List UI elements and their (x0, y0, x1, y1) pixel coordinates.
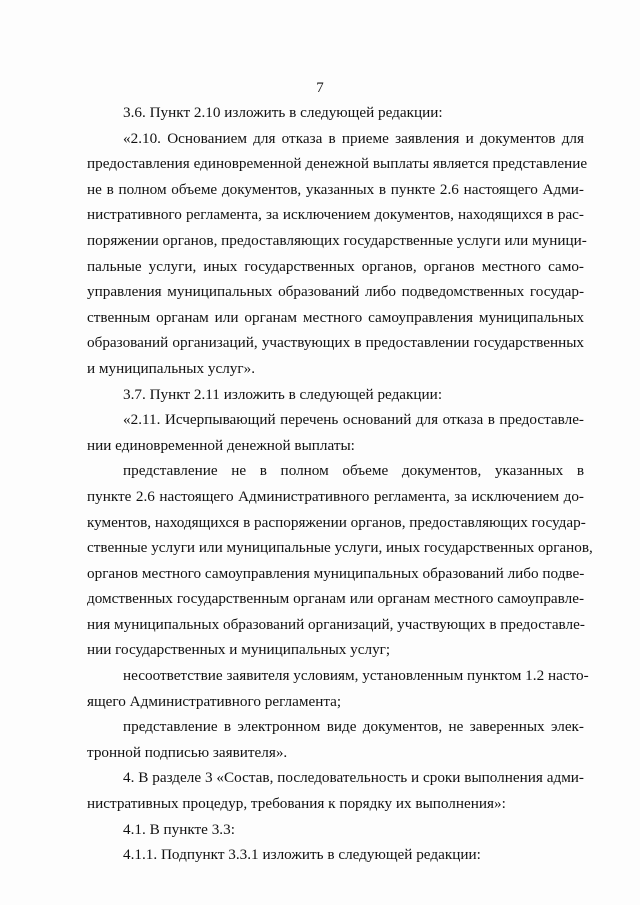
text-line: «2.10. Основанием для отказа в приеме заявления и документов для (123, 129, 584, 147)
text-line: нии государственных и муниципальных услуг; (87, 641, 391, 659)
text-line: «2.11. Исчерпывающий перечень оснований для отказа в предоставле- (123, 411, 584, 429)
text-line: поряжении органов, предоставляющих государственные услуги или муници- (87, 231, 587, 249)
text-line: 3.7. Пункт 2.11 изложить в следующей редакции: (123, 385, 443, 403)
text-line: нистративных процедур, требования к порядку их выполнения»: (87, 795, 506, 813)
text-line: 4. В разделе 3 «Состав, последовательность и сроки выполнения адми- (123, 769, 584, 787)
text-line: 3.6. Пункт 2.10 изложить в следующей редакции: (123, 104, 443, 121)
text-line: не в полном объеме документов, указанных в пункте 2.6 настоящего Адми- (87, 180, 584, 198)
text-line: несоответствие заявителя условиям, установленным пунктом 1.2 насто- (123, 667, 589, 685)
text-line: нии единовременной денежной выплаты: (87, 436, 355, 454)
text-line: ящего Административного регламента; (87, 692, 342, 710)
page-number: 7 (316, 80, 324, 96)
text-line: ственные услуги или муниципальные услуги, иных государственных органов, (87, 539, 593, 557)
text-line: управления муниципальных образований либо подведомственных государ- (87, 283, 584, 301)
text-line: представление не в полном объеме документов, указанных в (123, 462, 584, 480)
text-line: образований организаций, участвующих в предоставлении государственных (87, 334, 584, 352)
text-line: органов местного самоуправления муниципальных образований либо подве- (87, 564, 585, 582)
text-line: представление в электронном виде документов, не заверенных элек- (123, 718, 584, 736)
text-line: пальные услуги, иных государственных органов, органов местного само- (87, 257, 584, 275)
text-line: ственным органам или органам местного самоуправления муниципальных (87, 308, 584, 326)
text-line: нистративного регламента, за исключением документов, находящихся в рас- (87, 206, 584, 224)
text-line: пункте 2.6 настоящего Административного регламента, за исключением до- (87, 487, 584, 505)
document-body (87, 100, 593, 868)
text-line: и муниципальных услуг». (87, 359, 255, 377)
text-line: предоставления единовременной денежной выплаты является представление (87, 155, 588, 173)
text-line: ния муниципальных образований организаций, участвующих в предоставле- (87, 615, 585, 633)
text-line: кументов, находящихся в распоряжении органов, предоставляющих государ- (87, 513, 586, 531)
text-line: домственных государственным органам или органам местного самоуправле- (87, 590, 584, 608)
text-line: 4.1. В пункте 3.3: (123, 820, 235, 838)
text-line: тронной подписью заявителя». (87, 743, 288, 761)
text-line: 4.1.1. Подпункт 3.3.1 изложить в следующей редакции: (123, 846, 481, 864)
